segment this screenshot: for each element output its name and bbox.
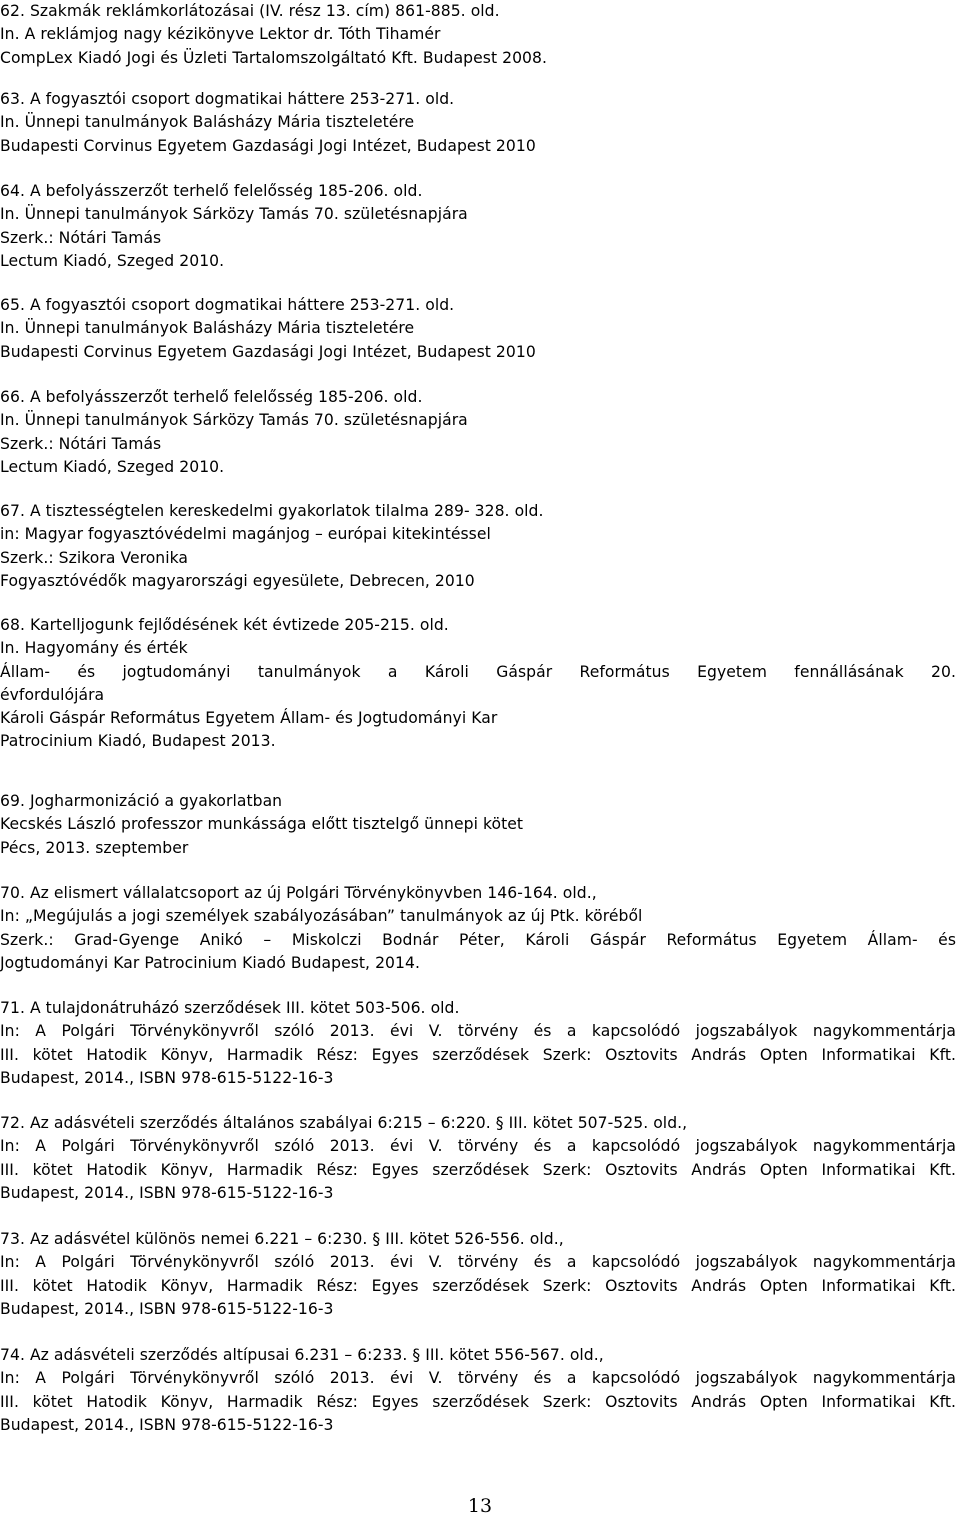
page-number: 13 bbox=[467, 1495, 493, 1517]
entry-line: In: A Polgári Törvénykönyvről szóló 2013. évi V. törvény és a kapcsolódó jogszabályok nagykommentárja bbox=[0, 1137, 956, 1156]
entry-line: Lectum Kiadó, Szeged 2010. bbox=[0, 457, 225, 476]
entry-line: 74. Az adásvételi szerződés altípusai 6.231 – 6:233. § III. kötet 556-567. old., bbox=[0, 1346, 604, 1364]
entry-line: 68. Kartelljogunk fejlődésének két évtizede 205-215. old. bbox=[0, 616, 449, 634]
entry-line: III. kötet Hatodik Könyv, Harmadik Rész: Egyes szerződések Szerk: Osztovits András Opten Informatikai Kft. bbox=[0, 1276, 956, 1295]
entry-line: Szerk.: Szikora Veronika bbox=[0, 548, 189, 567]
bibliography-entry bbox=[0, 500, 960, 593]
entry-line: In. Ünnepi tanulmányok Balásházy Mária tiszteletére bbox=[0, 319, 415, 338]
bibliography-entry bbox=[0, 614, 960, 754]
entry-line: 65. A fogyasztói csoport dogmatikai háttere 253-271. old. bbox=[0, 296, 455, 314]
entry-line: In: A Polgári Törvénykönyvről szóló 2013. évi V. törvény és a kapcsolódó jogszabályok nagykommentárja bbox=[0, 1022, 956, 1041]
bibliography-entry bbox=[0, 790, 960, 860]
bibliography-entry bbox=[0, 180, 960, 273]
bibliography-entry bbox=[0, 1112, 960, 1205]
entry-line: évfordulójára bbox=[0, 685, 105, 704]
entry-line: In. Ünnepi tanulmányok Sárközy Tamás 70. születésnapjára bbox=[0, 205, 468, 224]
entry-line: 66. A befolyásszerzőt terhelő felelősség 185-206. old. bbox=[0, 388, 423, 406]
entry-line: In: A Polgári Törvénykönyvről szóló 2013. évi V. törvény és a kapcsolódó jogszabályok nagykommentárja bbox=[0, 1253, 956, 1272]
entry-line: 64. A befolyásszerzőt terhelő felelősség 185-206. old. bbox=[0, 182, 423, 200]
entry-line: In. Ünnepi tanulmányok Balásházy Mária tiszteletére bbox=[0, 113, 415, 132]
entry-line: III. kötet Hatodik Könyv, Harmadik Rész: Egyes szerződések Szerk: Osztovits András Opten Informatikai Kft. bbox=[0, 1160, 956, 1179]
entry-line: In. Ünnepi tanulmányok Sárközy Tamás 70. születésnapjára bbox=[0, 411, 468, 430]
entry-line: Fogyasztóvédők magyarországi egyesülete, Debrecen, 2010 bbox=[0, 571, 475, 590]
entry-line: 71. A tulajdonátruházó szerződések III. kötet 503-506. old. bbox=[0, 999, 460, 1017]
entry-line: Károli Gáspár Református Egyetem Állam- és Jogtudományi Kar bbox=[0, 709, 498, 728]
entry-line: 62. Szakmák reklámkorlátozásai (IV. rész 13. cím) 861-885. old. bbox=[0, 2, 500, 20]
bibliography-entry bbox=[0, 1228, 960, 1321]
entry-line: Lectum Kiadó, Szeged 2010. bbox=[0, 251, 225, 270]
entry-line: Kecskés László professzor munkássága előtt tisztelgő ünnepi kötet bbox=[0, 815, 524, 834]
entry-line: In. Hagyomány és érték bbox=[0, 639, 188, 658]
bibliography-entry bbox=[0, 386, 960, 479]
entry-line: Budapesti Corvinus Egyetem Gazdasági Jogi Intézet, Budapest 2010 bbox=[0, 136, 536, 155]
entry-line: 72. Az adásvételi szerződés általános szabályai 6:215 – 6:220. § III. kötet 507-525. old., bbox=[0, 1114, 688, 1132]
entry-line: Budapest, 2014., ISBN 978-615-5122-16-3 bbox=[0, 1299, 334, 1318]
entry-line: Budapest, 2014., ISBN 978-615-5122-16-3 bbox=[0, 1183, 334, 1202]
bibliography-entry bbox=[0, 88, 960, 158]
entry-line: In: A Polgári Törvénykönyvről szóló 2013. évi V. törvény és a kapcsolódó jogszabályok nagykommentárja bbox=[0, 1369, 956, 1388]
entry-line: Budapesti Corvinus Egyetem Gazdasági Jogi Intézet, Budapest 2010 bbox=[0, 342, 536, 361]
entry-line: In: „Megújulás a jogi személyek szabályozásában” tanulmányok az új Ptk. köréből bbox=[0, 907, 643, 926]
entry-line: Szerk.: Grad-Gyenge Anikó – Miskolczi Bodnár Péter, Károli Gáspár Református Egyetem Állam- és bbox=[0, 930, 956, 949]
entry-line: in: Magyar fogyasztóvédelmi magánjog – európai kitekintéssel bbox=[0, 525, 491, 544]
entry-line: 73. Az adásvétel különös nemei 6.221 – 6:230. § III. kötet 526-556. old., bbox=[0, 1230, 564, 1248]
entry-line: Szerk.: Nótári Tamás bbox=[0, 228, 162, 247]
entry-line: III. kötet Hatodik Könyv, Harmadik Rész: Egyes szerződések Szerk: Osztovits András Opten Informatikai Kft. bbox=[0, 1392, 956, 1411]
bibliography-entry bbox=[0, 294, 960, 364]
bibliography-entry bbox=[0, 997, 960, 1090]
entry-line: 69. Jogharmonizáció a gyakorlatban bbox=[0, 792, 283, 810]
entry-line: Jogtudományi Kar Patrocinium Kiadó Budapest, 2014. bbox=[0, 953, 420, 972]
entry-line: Állam- és jogtudományi tanulmányok a Károli Gáspár Református Egyetem fennállásának 20. bbox=[0, 662, 956, 681]
entry-line: III. kötet Hatodik Könyv, Harmadik Rész: Egyes szerződések Szerk: Osztovits András Opten Informatikai Kft. bbox=[0, 1045, 956, 1064]
entry-line: CompLex Kiadó Jogi és Üzleti Tartalomszolgáltató Kft. Budapest 2008. bbox=[0, 48, 548, 67]
bibliography-entry bbox=[0, 1344, 960, 1437]
entry-line: 67. A tisztességtelen kereskedelmi gyakorlatok tilalma 289- 328. old. bbox=[0, 502, 544, 520]
entry-line: In. A reklámjog nagy kézikönyve Lektor dr. Tóth Tihamér bbox=[0, 25, 441, 44]
entry-line: 63. A fogyasztói csoport dogmatikai háttere 253-271. old. bbox=[0, 90, 455, 108]
bibliography-entry bbox=[0, 882, 960, 975]
entry-line: Budapest, 2014., ISBN 978-615-5122-16-3 bbox=[0, 1415, 334, 1434]
entry-line: Pécs, 2013. szeptember bbox=[0, 838, 189, 857]
entry-line: 70. Az elismert vállalatcsoport az új Polgári Törvénykönyvben 146-164. old., bbox=[0, 884, 597, 902]
entry-line: Budapest, 2014., ISBN 978-615-5122-16-3 bbox=[0, 1068, 334, 1087]
bibliography-entry bbox=[0, 0, 960, 70]
entry-line: Szerk.: Nótári Tamás bbox=[0, 434, 162, 453]
entry-line: Patrocinium Kiadó, Budapest 2013. bbox=[0, 732, 276, 751]
